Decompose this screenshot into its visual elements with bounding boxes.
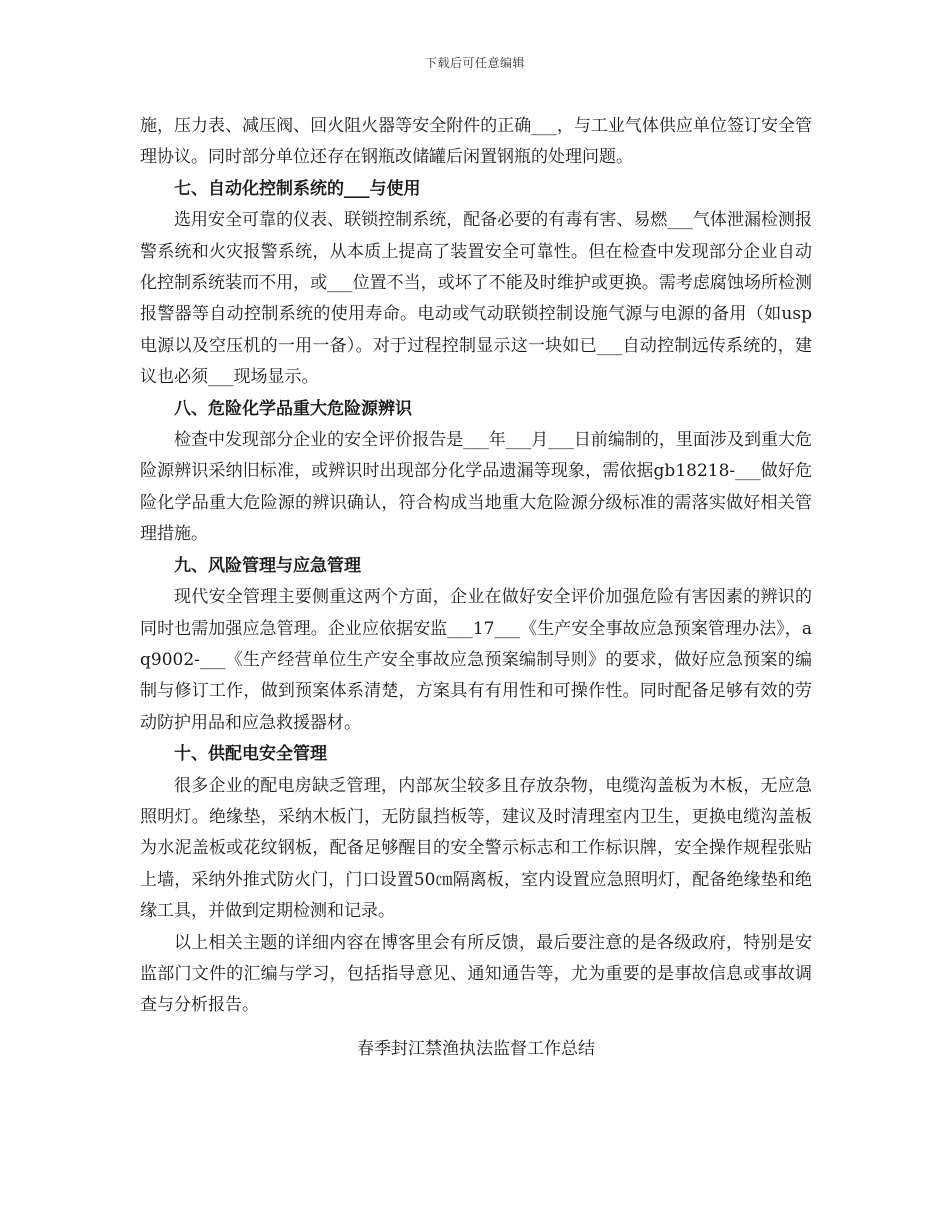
paragraph-continuation: 施，压力表、减压阀、回火阻火器等安全附件的正确___，与工业气体供应单位签订安全管理协议。同时部分单位还存在钢瓶改储罐后闲置钢瓶的处理问题。 — [140, 116, 812, 168]
paragraph-closing: 以上相关主题的详细内容在博客里会有所反馈，最后要注意的是各级政府，特别是安监部门文件的汇编与学习，包括指导意见、通知通告等，尤为重要的是事故信息或事故调查与分析报告。 — [140, 932, 812, 1016]
section-heading-7: 七、自动化控制系统的___与使用 — [174, 178, 421, 199]
paragraph-hazard-source: 检查中发现部分企业的安全评价报告是___年___月___日前编制的，里面涉及到重大危险源辨识采纳旧标准，或辨识时出现部分化学品遗漏等现象，需依据gb18218-___做好危险化学品重大危险源的辨识确认，符合构成当地重大危险源分级标准的需落实做好相关管理措施。 — [140, 430, 812, 545]
document-body — [140, 111, 812, 1065]
paragraph-risk-emergency: 现代安全管理主要侧重这两个方面，企业在做好安全评价加强危险有害因素的辨识的同时也需加强应急管理。企业应依据安监___17___《生产安全事故应急预案管理办法》，aq9002-___《生产经营单位生产安全事故应急预案编制导则》的要求，做好应急预案的编制与修订工作，做到预案体系清楚，方案具有有用性和可操作性。同时配备足够有效的劳动防护用品和应急救援器材。 — [140, 587, 812, 733]
section-heading-9: 九、风险管理与应急管理 — [174, 555, 361, 576]
section-heading-8: 八、危险化学品重大危险源辨识 — [174, 398, 412, 419]
section-heading-10: 十、供配电安全管理 — [174, 744, 327, 765]
paragraph-power-supply: 很多企业的配电房缺乏管理，内部灰尘较多且存放杂物，电缆沟盖板为木板，无应急照明灯。绝缘垫，采纳木板门，无防鼠挡板等，建议及时清理室内卫生，更换电缆沟盖板为水泥盖板或花纹钢板，配备足够醒目的安全警示标志和工作标识牌，安全操作规程张贴上墙，采纳外推式防火门，门口设置50㎝隔离板，室内设置应急照明灯，配备绝缘垫和绝缘工具，并做到定期检测和记录。 — [140, 775, 812, 922]
paragraph-automation: 选用安全可靠的仪表、联锁控制系统，配备必要的有毒有害、易燃___气体泄漏检测报警系统和火灾报警系统，从本质上提高了装置安全可靠性。但在检查中发现部分企业自动化控制系统装而不用，或___位置不当，或坏了不能及时维护或更换。需考虑腐蚀场所检测报警器等自动控制系统的使用寿命。电动或气动联锁控制设施气源与电源的备用（如usp电源以及空压机的一用一备）。对于过程控制显示这一块如已___自动控制远传系统的，建议也必须___现场显示。 — [140, 210, 812, 388]
next-document-title: 春季封江禁渔执法监督工作总结 — [357, 1038, 595, 1059]
header-note: 下载后可任意编辑 — [424, 56, 525, 70]
